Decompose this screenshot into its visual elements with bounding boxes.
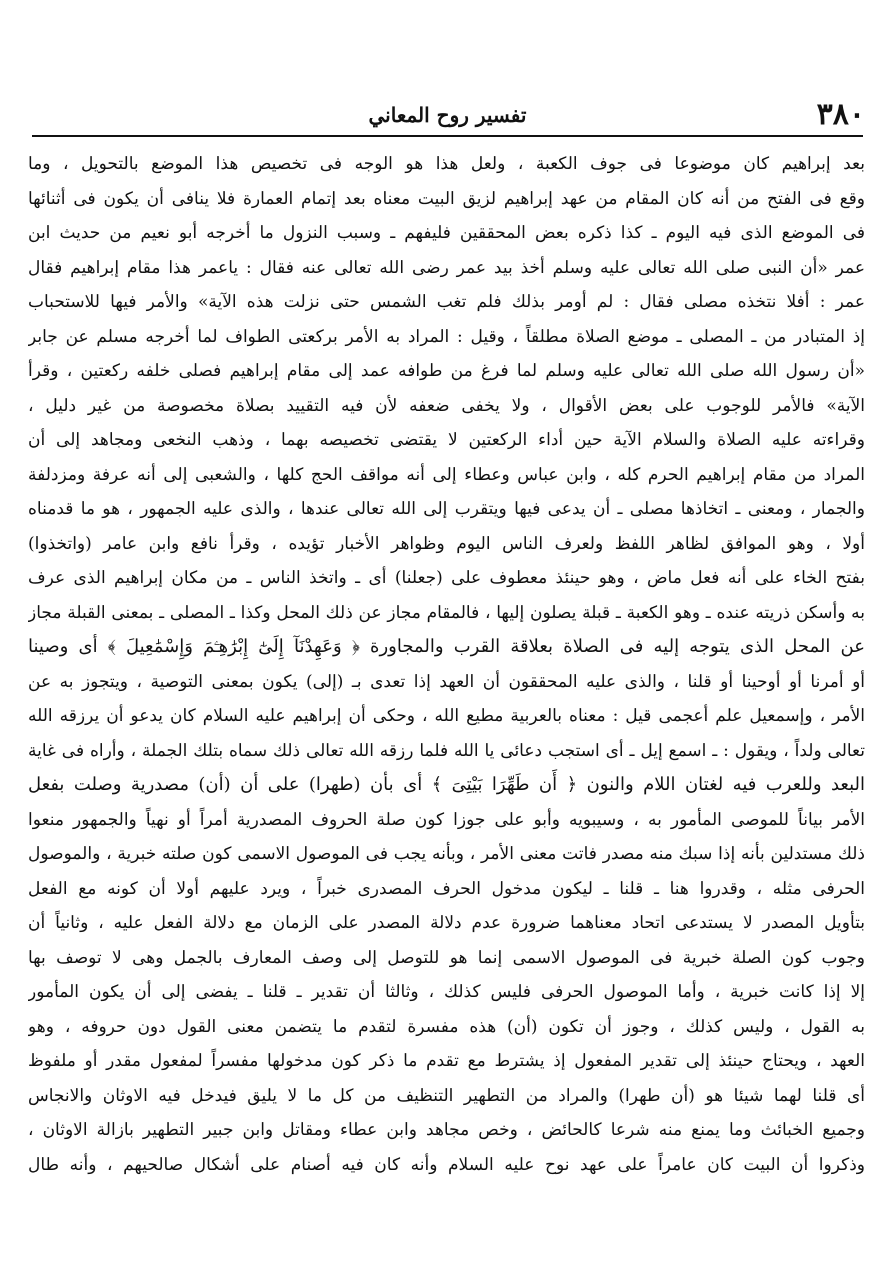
text-line: ذلك مستدلين بأنه إذا سبك منه مصدر فاتت معنى الأمر ، وبأنه يجب فى الموصول الاسمى كون صلته خبرية ، والموصول — [28, 844, 865, 864]
text-line: الأمر بياناً للموصى المأمور به ، وسيبويه وأبو على جوزا كون صلة الحروف المصدرية أمراً أو نهياً والجمهور منعوا — [28, 809, 865, 830]
text-line: المراد من مقام إبراهيم الحرم كله ، وابن عباس وعطاء إلى أنه مواقف الحج كلها ، والشعبى إلى أنه عرفة ومزدلفة — [28, 464, 865, 485]
text-line: أولا ، وهو الموافق لظاهر اللفظ ولعرف الناس اليوم وظواهر الأخبار تؤيده ، وقرأ نافع وابن عامر (واتخذوا) — [28, 533, 865, 554]
text-line: والجمار ، ومعنى ـ اتخاذها مصلى ـ أن يدعى فيها ويتقرب إلى الله تعالى عندها ، والذى عليه الجمهور ، هو ما قدمناه — [28, 499, 865, 519]
text-line: الأمر ، وإسمعيل علم أعجمى قيل : معناه بالعربية مطيع الله ، وحكى أن إبراهيم عليه السلام كان يدعو أن يرزقه الله — [28, 706, 865, 726]
text-line: به وأسكن ذريته عنده ـ وهو الكعبة ـ قبلة يصلون إليها ، فالمقام مجاز عن ذلك المحل وكذا ـ المصلى ـ بمعنى القبلة مجاز — [28, 602, 865, 623]
text-line: بفتح الخاء على أنه فعل ماض ، وهو حينئذ معطوف على (جعلنا) أى ـ واتخذ الناس ـ من مكان إبراهيم الذى عرف — [28, 568, 865, 588]
running-title: تفسير روح المعاني — [368, 103, 527, 127]
body-text — [28, 147, 865, 1227]
text-line-quran-verse: البعد وللعرب فيه لغتان اللام والنون ﴿ أَن طَهِّرَا بَيْتِىَ ﴾ أى بأن (طهرا) على أن (أن) مصدرية وصلت بفعل — [28, 774, 865, 795]
page-number: ٣٨٠ — [816, 97, 865, 132]
text-line: به القول ، وليس كذلك ، وجوز أن تكون (أن) هذه مفسرة لتقدم ما يتضمن معنى القول دون حروفه ، وهو — [28, 1016, 865, 1037]
header-rule — [32, 135, 863, 137]
text-line: الحرفى مثله ، وقدروا هنا ـ قلنا ـ ليكون مدخول الحرف المصدرى خبراً ، ويرد عليهم أولا أن كونه مع الفعل — [28, 878, 865, 899]
text-line: تعالى ولداً ، ويقول : ـ اسمع إيل ـ أى استجب دعائى يا الله فلما رزقه الله تعالى ذلك سماه بتلك الجملة ، وأراه فى غاية — [28, 740, 865, 761]
text-line: إذ المتبادر من ـ المصلى ـ موضع الصلاة مطلقاً ، وقيل : المراد به الأمر بركعتى الطواف لما أخرجه مسلم عن جابر — [28, 326, 865, 347]
text-line: عمر «أن النبى صلى الله تعالى عليه وسلم أخذ بيد عمر رضى الله تعالى عنه فقال : ياعمر هذا مقام إبراهيم فقال — [28, 257, 865, 278]
text-line: وجوب كون الصلة خبرية فى الموصول الاسمى إنما هو للتوصل إلى وصف المعارف بالجمل وهى لا توصف بها — [28, 947, 865, 968]
page-header — [30, 95, 865, 135]
text-line: إلا إذا كانت خبرية ، وأما الموصول الحرفى فليس كذلك ، وثالثا أن تقدير ـ قلنا ـ يفضى إلى أن يكون المأمور — [28, 982, 865, 1002]
text-line: وذكروا أن البيت كان عامراً على عهد نوح عليه السلام وأنه كان فيه أصنام على أشكال صالحيهم ، وأنه طال — [28, 1154, 865, 1175]
text-line-quran-verse: عن المحل الذى يتوجه إليه فى الصلاة بعلاقة القرب والمجاورة ﴿ وَعَهِدْنَآ إِلَىٰٓ إِبْرَٰهِـۧمَ وَإِسْمَٰعِيلَ ﴾ أى وصينا — [28, 636, 865, 657]
text-line: أى قلنا لهما شيئا هو (أن طهرا) والمراد من التطهير التنظيف من كل ما لا يليق فيدخل فيه الاوثان والانجاس — [28, 1085, 865, 1106]
text-line: فى الموضع الذى فيه اليوم ـ كذا ذكره بعض المحققين فليفهم ـ وسبب النزول ما أخرجه أبو نعيم من حديث ابن — [28, 223, 865, 243]
text-line: وجميع الخبائث وما يمنع منه شرعا كالحائض ، وخص مجاهد وابن عطاء ومقاتل وابن جبير التطهير بازالة الاوثان ، — [28, 1120, 865, 1140]
text-line: وقع فى الفتح من أنه كان المقام من عهد إبراهيم لزيق البيت معناه بعد إتمام العمارة فلا ينافى أن يكون فى أثنائها — [28, 188, 865, 209]
text-line: العهد ، ويحتاج حينئذ إلى تقدير المفعول إذ يشترط مع تقدم ما ذكر كون مدخولها مفسراً لمفعول مقدر أو ملفوظ — [28, 1051, 865, 1071]
text-line: أو أمرنا أو أوحينا أو قلنا ، والذى عليه المحققون أن العهد إذا تعدى بـ (إلى) يكون بمعنى التوصية ، ويتجوز به عن — [28, 671, 865, 692]
text-line: بعد إبراهيم كان موضوعا فى جوف الكعبة ، ولعل هذا هو الوجه فى تخصيص هذا الموضع بالتحويل ، وما — [28, 154, 865, 174]
text-line: وقراءته عليه الصلاة والسلام الآية حين أداء الركعتين لا يقتضى تخصيصه بهما ، وذهب النخعى ومجاهد إلى أن — [28, 430, 865, 450]
text-line: عمر : أفلا نتخذه مصلى فقال : لم أومر بذلك فلم تغب الشمس حتى نزلت هذه الآية» والأمر فيها للاستحباب — [28, 292, 865, 312]
text-line: بتأويل المصدر لا يستدعى اتحاد معناهما ضرورة عدم دلالة المصدر على الزمان مع دلالة الفعل عليه ، وثانياً أن — [28, 913, 865, 933]
text-line: «أن رسول الله صلى الله تعالى عليه وسلم لما فرغ من طوافه عمد إلى مقام إبراهيم فصلى خلفه ركعتين ، وقرأ — [28, 361, 865, 381]
text-line: الآية» فالأمر للوجوب على بعض الأقوال ، ولا يخفى ضعفه لأن فيه التقييد بصلاة مخصوصة من غير دليل ، — [28, 395, 865, 416]
